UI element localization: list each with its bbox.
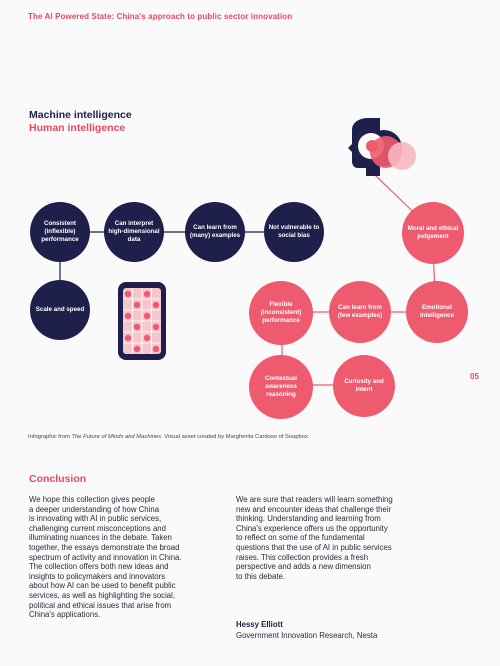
caption-source-title: The Future of Minds and Machines [71, 434, 162, 440]
legend-human-intelligence: Human intelligence [29, 122, 126, 134]
node-consistent-performance: Consistent (inflexible) performance [30, 202, 90, 262]
conclusion-paragraph-1: We hope this collection gives people a deeper understanding of how China is innovating with AI in public services, challenging current misconceptions and illuminating nuances in the debate. Taken together, the essays demonstrate the broad spectrum of activity and innovation in China. The collection offers both new ideas and insights to policymakers and innovators about how AI can be used to benefit public services, as well as highlighting the social, political and ethical issues that arise from China's applications. [29, 495, 182, 620]
node-emotional-intelligence: Emotional intelligence [406, 281, 468, 343]
node-moral-judgement: Moral and ethical judgement [402, 202, 464, 264]
node-flexible-performance: Flexible (inconsistent) performance [249, 281, 313, 345]
author-organisation: Government Innovation Research, Nesta [236, 631, 378, 640]
node-learn-many-examples: Can learn from (many) examples [185, 202, 245, 262]
node-not-vulnerable-bias: Not vulnerable to social bias [264, 202, 324, 262]
infographic-caption [28, 434, 310, 440]
conclusion-paragraph-2: We are sure that readers will learn something new and encounter ideas that challenge their thinking. Understanding and learning from China's experience offers us the opportunity to reflect on some of the fundamental questions that the use of AI in public services raises. This collection provides a fresh perspective and adds a new dimension to this debate. [236, 495, 393, 581]
report-title: The AI Powered State: China's approach to public sector innovation [28, 12, 293, 21]
node-scale-speed: Scale and speed [30, 280, 90, 340]
caption-prefix: Infographic from [28, 434, 72, 440]
node-interpret-data: Can interpret high-dimensional data [104, 202, 164, 262]
legend-machine-intelligence: Machine intelligence [29, 109, 132, 121]
page-number: 05 [470, 372, 479, 381]
phone-grid-illustration [118, 282, 166, 360]
node-contextual-awareness: Contextual awareness reasoning [249, 355, 313, 419]
conclusion-heading: Conclusion [29, 473, 87, 485]
head-venn-illustration [348, 118, 416, 176]
node-learn-few-examples: Can learn from (few examples) [329, 281, 391, 343]
node-curiosity-intent: Curiosity and intent [333, 355, 395, 417]
caption-suffix: . Visual asset created by Margherita Cardoso of Soapbox. [161, 434, 310, 440]
author-name: Hessy Elliott [236, 620, 283, 629]
